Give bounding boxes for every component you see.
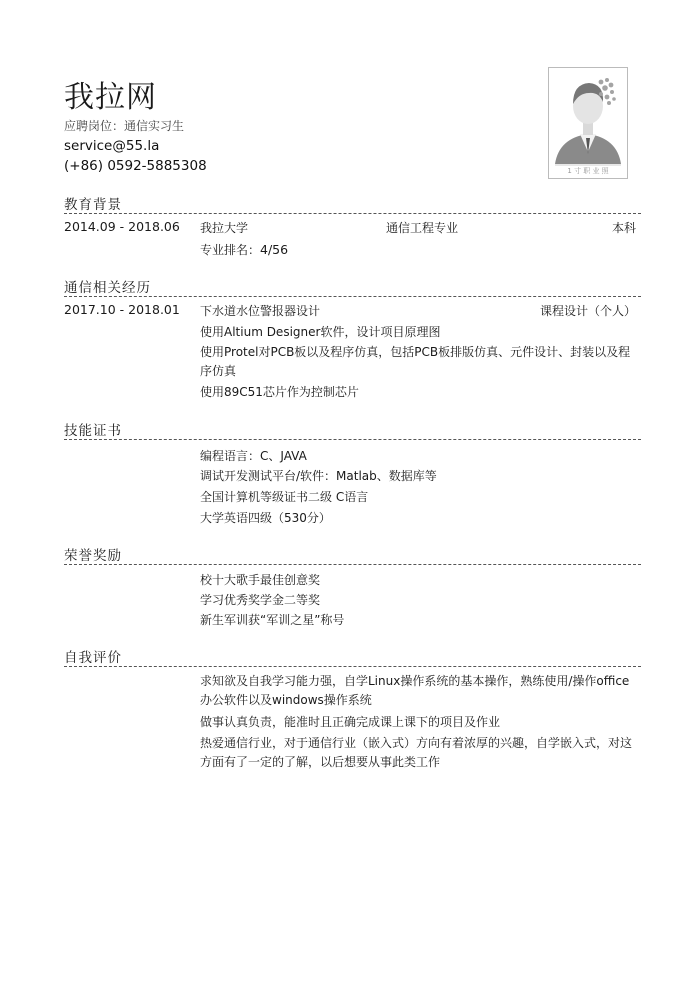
- avatar-placeholder-icon: [549, 68, 627, 178]
- list-item: 学习优秀奖学金二等奖: [200, 593, 321, 607]
- experience-date: 2017.10 - 2018.01: [64, 302, 180, 317]
- section-divider: [64, 296, 641, 297]
- list-item: 使用Protel对PCB板以及程序仿真，包括PCB板排版仿真、元件设计、封装以及程序仿真: [200, 345, 631, 378]
- section-title-honors: 荣誉奖励: [64, 548, 122, 564]
- education-date: 2014.09 - 2018.06: [64, 219, 180, 234]
- list-item: 使用Altium Designer软件，设计项目原理图: [200, 325, 441, 339]
- resume-name: 我拉网: [64, 80, 157, 115]
- list-item: 使用89C51芯片作为控制芯片: [200, 385, 359, 399]
- ranking-value: 4/56: [260, 242, 289, 257]
- photo-caption: 1 寸 职 业 照: [567, 167, 609, 175]
- list-item: 大学英语四级（530分）: [200, 511, 331, 525]
- list-item: 调试开发测试平台/软件：Matlab、数据库等: [200, 469, 437, 483]
- phone: (+86) 0592-5885308: [64, 158, 207, 174]
- list-item: 全国计算机等级证书二级 C语言: [200, 490, 369, 504]
- list-item: 热爱通信行业，对于通信行业（嵌入式）方向有着浓厚的兴趣，自学嵌入式，对这方面有了一定的了解，以后想要从事此类工作: [200, 736, 633, 769]
- section-title-experience: 通信相关经历: [64, 280, 151, 296]
- email: service@55.la: [64, 138, 160, 154]
- ranking: [200, 241, 288, 258]
- section-title-education: 教育背景: [64, 197, 122, 213]
- project-type: 课程设计（个人）: [539, 304, 636, 318]
- job-position: 应聘岗位：通信实习生: [64, 119, 185, 133]
- project-name: 下水道水位警报器设计: [200, 304, 321, 318]
- section-divider: [64, 666, 641, 667]
- school-name: 我拉大学: [200, 221, 249, 235]
- profile-photo: [548, 67, 628, 179]
- list-item: 编程语言：C、JAVA: [200, 449, 307, 463]
- section-title-self-evaluation: 自我评价: [64, 650, 122, 666]
- ranking-label: 专业排名：: [200, 243, 261, 257]
- list-item: 求知欲及自我学习能力强，自学Linux操作系统的基本操作，熟练使用/操作office办公软件以及windows操作系统: [200, 674, 630, 707]
- section-divider: [64, 439, 641, 440]
- list-item: 做事认真负责，能准时且正确完成课上课下的项目及作业: [200, 715, 501, 729]
- list-item: 新生军训获“军训之星”称号: [200, 613, 345, 627]
- section-divider: [64, 213, 641, 214]
- section-title-skills: 技能证书: [64, 423, 122, 439]
- section-divider: [64, 564, 641, 565]
- list-item: 校十大歌手最佳创意奖: [200, 573, 321, 587]
- degree: 本科: [611, 221, 636, 235]
- major: 通信工程专业: [386, 221, 459, 235]
